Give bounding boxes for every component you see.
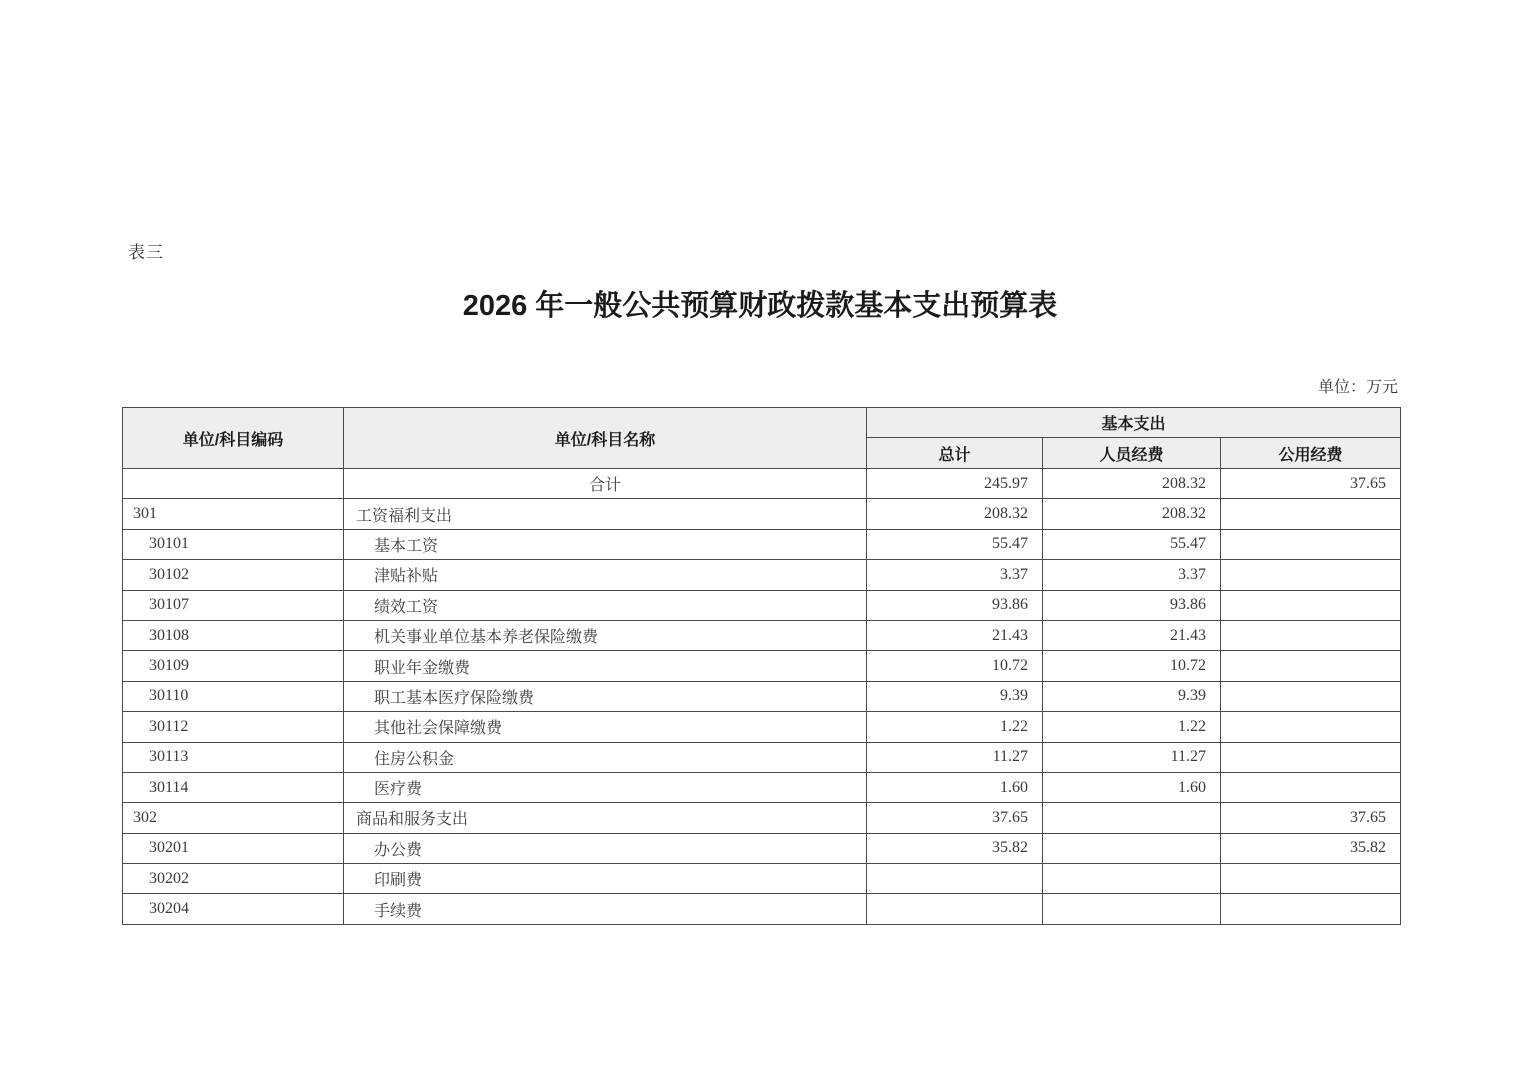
table-row	[123, 620, 1401, 650]
col-header-public: 公用经费	[1221, 438, 1401, 469]
table-row	[123, 560, 1401, 590]
cell-personnel: 11.27	[1043, 742, 1221, 772]
cell-personnel	[1043, 864, 1221, 894]
cell-code: 302	[123, 803, 344, 833]
cell-total: 55.47	[867, 529, 1043, 559]
cell-code: 30101	[123, 529, 344, 559]
cell-personnel: 10.72	[1043, 651, 1221, 681]
table-row	[123, 772, 1401, 802]
cell-name: 其他社会保障缴费	[344, 712, 867, 742]
cell-name: 手续费	[344, 894, 867, 924]
cell-public	[1221, 742, 1401, 772]
cell-total: 10.72	[867, 651, 1043, 681]
cell-code: 30112	[123, 712, 344, 742]
table-row	[123, 651, 1401, 681]
cell-total	[867, 864, 1043, 894]
cell-public: 35.82	[1221, 833, 1401, 863]
cell-public: 37.65	[1221, 803, 1401, 833]
cell-code: 30108	[123, 620, 344, 650]
cell-public	[1221, 560, 1401, 590]
cell-code: 30204	[123, 894, 344, 924]
header-row-top	[123, 408, 1401, 438]
cell-code: 30114	[123, 772, 344, 802]
table-body	[123, 469, 1401, 925]
table-row	[123, 803, 1401, 833]
cell-name: 职工基本医疗保险缴费	[344, 681, 867, 711]
col-header-group-basic-expenditure: 基本支出	[867, 408, 1401, 438]
cell-name: 机关事业单位基本养老保险缴费	[344, 620, 867, 650]
table-row	[123, 894, 1401, 924]
cell-personnel: 208.32	[1043, 499, 1221, 529]
cell-public	[1221, 864, 1401, 894]
cell-code: 30201	[123, 833, 344, 863]
cell-code: 30102	[123, 560, 344, 590]
cell-name: 医疗费	[344, 772, 867, 802]
cell-total: 21.43	[867, 620, 1043, 650]
cell-code: 30113	[123, 742, 344, 772]
cell-public	[1221, 499, 1401, 529]
sheet-label: 表三	[128, 243, 164, 262]
cell-total: 93.86	[867, 590, 1043, 620]
cell-code: 301	[123, 499, 344, 529]
cell-total	[867, 894, 1043, 924]
cell-public	[1221, 529, 1401, 559]
page-title: 2026 年一般公共预算财政拨款基本支出预算表	[462, 290, 1058, 322]
cell-public	[1221, 590, 1401, 620]
cell-total: 35.82	[867, 833, 1043, 863]
table-row	[123, 529, 1401, 559]
col-header-name: 单位/科目名称	[344, 408, 867, 469]
cell-personnel: 9.39	[1043, 681, 1221, 711]
cell-personnel	[1043, 833, 1221, 863]
budget-table	[122, 407, 1401, 925]
cell-personnel: 3.37	[1043, 560, 1221, 590]
cell-personnel: 208.32	[1043, 469, 1221, 499]
col-header-code: 单位/科目编码	[123, 408, 344, 469]
cell-name: 基本工资	[344, 529, 867, 559]
cell-public	[1221, 772, 1401, 802]
cell-personnel: 55.47	[1043, 529, 1221, 559]
col-header-total: 总计	[867, 438, 1043, 469]
cell-name: 绩效工资	[344, 590, 867, 620]
cell-total: 1.22	[867, 712, 1043, 742]
cell-name: 合计	[344, 469, 867, 499]
cell-code: 30110	[123, 681, 344, 711]
cell-code: 30109	[123, 651, 344, 681]
cell-public	[1221, 712, 1401, 742]
table-row	[123, 742, 1401, 772]
table-row	[123, 864, 1401, 894]
table-row	[123, 590, 1401, 620]
cell-name: 印刷费	[344, 864, 867, 894]
cell-name: 职业年金缴费	[344, 651, 867, 681]
cell-public: 37.65	[1221, 469, 1401, 499]
col-header-personnel: 人员经费	[1043, 438, 1221, 469]
unit-note: 单位：万元	[1317, 379, 1398, 396]
cell-personnel: 1.60	[1043, 772, 1221, 802]
cell-public	[1221, 620, 1401, 650]
cell-personnel: 21.43	[1043, 620, 1221, 650]
table-row	[123, 469, 1401, 499]
cell-public	[1221, 651, 1401, 681]
cell-total: 9.39	[867, 681, 1043, 711]
cell-personnel: 93.86	[1043, 590, 1221, 620]
table-row	[123, 712, 1401, 742]
table-row	[123, 681, 1401, 711]
cell-name: 商品和服务支出	[344, 803, 867, 833]
cell-public	[1221, 894, 1401, 924]
cell-personnel	[1043, 894, 1221, 924]
table-header	[123, 408, 1401, 469]
cell-total: 208.32	[867, 499, 1043, 529]
cell-total: 1.60	[867, 772, 1043, 802]
cell-personnel	[1043, 803, 1221, 833]
cell-total: 11.27	[867, 742, 1043, 772]
cell-name: 津贴补贴	[344, 560, 867, 590]
cell-personnel: 1.22	[1043, 712, 1221, 742]
cell-total: 3.37	[867, 560, 1043, 590]
cell-name: 工资福利支出	[344, 499, 867, 529]
table-row	[123, 833, 1401, 863]
table-row	[123, 499, 1401, 529]
cell-name: 办公费	[344, 833, 867, 863]
cell-code	[123, 469, 344, 499]
cell-name: 住房公积金	[344, 742, 867, 772]
cell-public	[1221, 681, 1401, 711]
cell-total: 245.97	[867, 469, 1043, 499]
cell-code: 30107	[123, 590, 344, 620]
cell-code: 30202	[123, 864, 344, 894]
cell-total: 37.65	[867, 803, 1043, 833]
